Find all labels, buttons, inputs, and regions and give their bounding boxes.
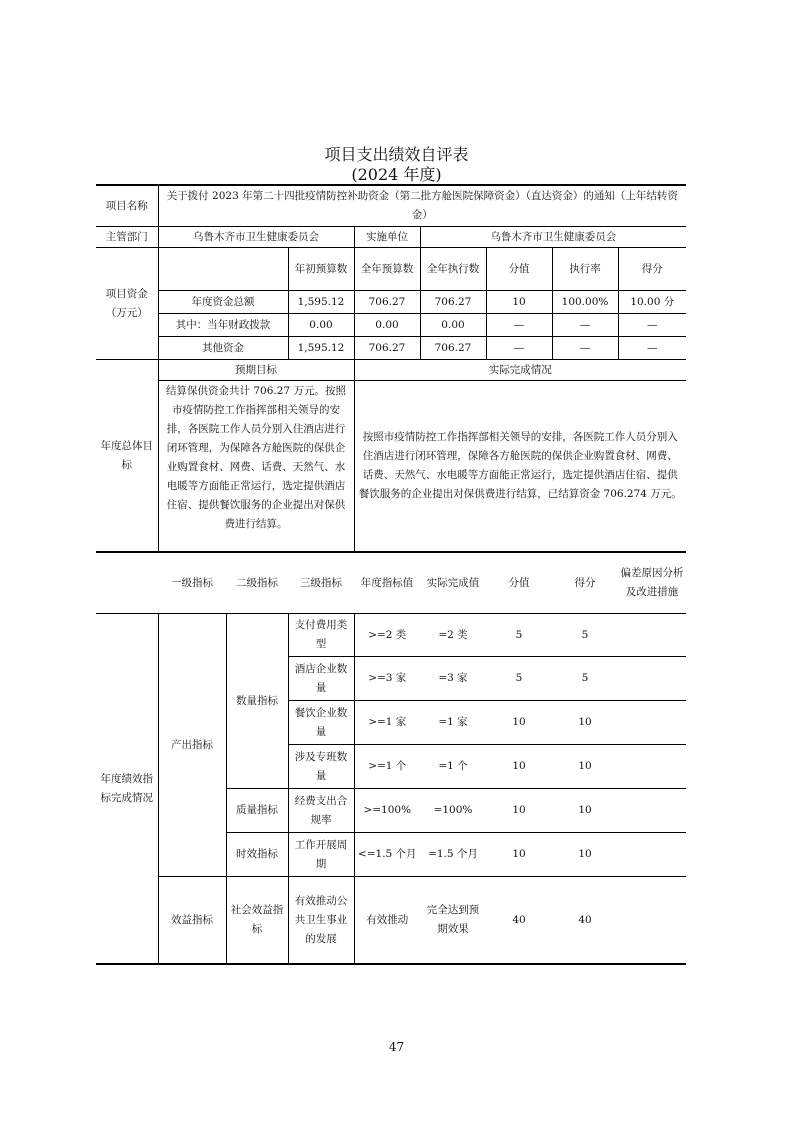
expected-goal-header: 预期目标 <box>158 360 354 381</box>
funds-cell: — <box>486 337 552 360</box>
indicator-header: 二级指标 <box>226 552 288 614</box>
indicator-got: 10 <box>552 833 618 877</box>
indicator-header: 实际完成值 <box>420 552 486 614</box>
indicator-target: >=3 家 <box>354 657 420 701</box>
project-name-row <box>96 185 686 227</box>
funds-header: 分值 <box>486 248 552 291</box>
level1-benefit: 效益指标 <box>158 877 226 965</box>
funds-cell: 706.27 <box>354 337 420 360</box>
funds-cell: — <box>552 314 618 337</box>
indicator-name: 餐饮企业数量 <box>288 701 354 745</box>
indicator-score: 10 <box>486 789 552 833</box>
indicator-target: >=1 家 <box>354 701 420 745</box>
dept-label: 主管部门 <box>96 227 158 248</box>
actual-goal-text: 按照市疫情防控工作指挥部相关领导的安排，各医院工作人员分别入住酒店进行闭环管理，保障各方舱医院的保供企业购置食材、网费、话费、天然气、水电暖等方面能正常运行，选定提供酒店住宿、提供餐饮服务的企业提出对保供费进行结算，已结算资金 706.274 万元。 <box>354 381 686 553</box>
level2-social: 社会效益指标 <box>226 877 288 965</box>
indicator-target: >=1 个 <box>354 745 420 789</box>
indicator-note <box>618 833 686 877</box>
indicator-target: <=1.5 个月 <box>354 833 420 877</box>
goals-content-row <box>96 381 686 553</box>
impl-label: 实施单位 <box>354 227 420 248</box>
indicator-header: 一级指标 <box>158 552 226 614</box>
indicator-score: 10 <box>486 745 552 789</box>
indicator-header: 偏差原因分析及改进措施 <box>618 552 686 614</box>
indicator-score: 10 <box>486 701 552 745</box>
funds-header: 全年预算数 <box>354 248 420 291</box>
indicator-name: 工作开展周期 <box>288 833 354 877</box>
indicator-note <box>618 614 686 657</box>
level2-quantity: 数量指标 <box>226 614 288 789</box>
indicator-header: 三级指标 <box>288 552 354 614</box>
indicator-header-blank <box>96 552 158 614</box>
indicator-name: 支付费用类型 <box>288 614 354 657</box>
indicator-got: 5 <box>552 614 618 657</box>
indicator-row <box>96 614 686 657</box>
goals-header-row <box>96 360 686 381</box>
indicator-got: 10 <box>552 745 618 789</box>
level2-quality: 质量指标 <box>226 789 288 833</box>
level2-time: 时效指标 <box>226 833 288 877</box>
indicator-note <box>618 789 686 833</box>
indicator-header-row <box>96 552 686 614</box>
funds-row-name: 年度资金总额 <box>158 291 288 314</box>
funds-cell: 10.00 分 <box>618 291 686 314</box>
funds-cell: 706.27 <box>354 291 420 314</box>
funds-label: 项目资金（万元） <box>96 248 158 360</box>
funds-cell: — <box>618 337 686 360</box>
document-title: 项目支出绩效自评表 <box>324 145 469 164</box>
funds-row <box>96 291 686 314</box>
level1-output: 产出指标 <box>158 614 226 877</box>
funds-cell: — <box>552 337 618 360</box>
actual-goal-header: 实际完成情况 <box>354 360 686 381</box>
indicator-note <box>618 877 686 965</box>
funds-cell: 1,595.12 <box>288 337 354 360</box>
funds-header-blank <box>158 248 288 291</box>
indicator-header: 年度指标值 <box>354 552 420 614</box>
indicator-row <box>96 877 686 965</box>
funds-row-name: 其中：当年财政拨款 <box>158 314 288 337</box>
funds-header-row <box>96 248 686 291</box>
funds-row <box>96 314 686 337</box>
project-name-label: 项目名称 <box>96 185 158 227</box>
indicator-note <box>618 745 686 789</box>
indicator-name: 酒店企业数量 <box>288 657 354 701</box>
indicator-target: 有效推动 <box>354 877 420 965</box>
indicator-name: 涉及专班数量 <box>288 745 354 789</box>
indicator-note <box>618 657 686 701</box>
indicator-score: 5 <box>486 657 552 701</box>
indicator-got: 10 <box>552 701 618 745</box>
funds-cell: — <box>486 314 552 337</box>
indicator-name: 有效推动公共卫生事业的发展 <box>288 877 354 965</box>
indicator-actual: =3 家 <box>420 657 486 701</box>
indicator-header: 分值 <box>486 552 552 614</box>
indicator-header: 得分 <box>552 552 618 614</box>
funds-cell: 0.00 <box>288 314 354 337</box>
funds-header: 得分 <box>618 248 686 291</box>
funds-header: 执行率 <box>552 248 618 291</box>
impl-value: 乌鲁木齐市卫生健康委员会 <box>420 227 686 248</box>
funds-cell: 10 <box>486 291 552 314</box>
indicator-actual: =1 家 <box>420 701 486 745</box>
funds-cell: 0.00 <box>354 314 420 337</box>
funds-cell: 100.00% <box>552 291 618 314</box>
document-year: (2024 年度) <box>351 165 442 184</box>
department-row <box>96 227 686 248</box>
indicator-name: 经费支出合规率 <box>288 789 354 833</box>
page-number: 47 <box>388 1040 405 1054</box>
expected-goal-text: 结算保供资金共计 706.27 万元。按照市疫情防控工作指挥部相关领导的安排，各医院工作人员分别入住酒店进行闭环管理，为保障各方舱医院的保供企业购置食材、网费、话费、天然气、水电暖等方面能正常运行，选定提供酒店住宿、提供餐饮服务的企业提出对保供费进行结算。 <box>158 381 354 553</box>
funds-cell: 0.00 <box>420 314 486 337</box>
funds-cell: 706.27 <box>420 291 486 314</box>
indicator-actual: =1.5 个月 <box>420 833 486 877</box>
funds-cell: — <box>618 314 686 337</box>
funds-row <box>96 337 686 360</box>
indicator-got: 40 <box>552 877 618 965</box>
indicator-got: 5 <box>552 657 618 701</box>
self-evaluation-table <box>96 184 686 965</box>
indicator-actual: =2 类 <box>420 614 486 657</box>
indicator-score: 40 <box>486 877 552 965</box>
indicator-actual: =1 个 <box>420 745 486 789</box>
indicator-got: 10 <box>552 789 618 833</box>
indicator-actual: 完全达到预期效果 <box>420 877 486 965</box>
dept-value: 乌鲁木齐市卫生健康委员会 <box>158 227 354 248</box>
indicator-score: 5 <box>486 614 552 657</box>
funds-header: 全年执行数 <box>420 248 486 291</box>
funds-row-name: 其他资金 <box>158 337 288 360</box>
indicator-score: 10 <box>486 833 552 877</box>
indicator-actual: =100% <box>420 789 486 833</box>
funds-cell: 1,595.12 <box>288 291 354 314</box>
funds-header: 年初预算数 <box>288 248 354 291</box>
indicator-note <box>618 701 686 745</box>
goals-label: 年度总体目标 <box>96 360 158 553</box>
indicator-target: >=2 类 <box>354 614 420 657</box>
project-name-value: 关于拨付 2023 年第二十四批疫情防控补助资金（第二批方舱医院保障资金）（直达资金）的通知（上年结转资金） <box>158 185 686 227</box>
indicators-label: 年度绩效指标完成情况 <box>96 614 158 965</box>
funds-cell: 706.27 <box>420 337 486 360</box>
indicator-target: >=100% <box>354 789 420 833</box>
